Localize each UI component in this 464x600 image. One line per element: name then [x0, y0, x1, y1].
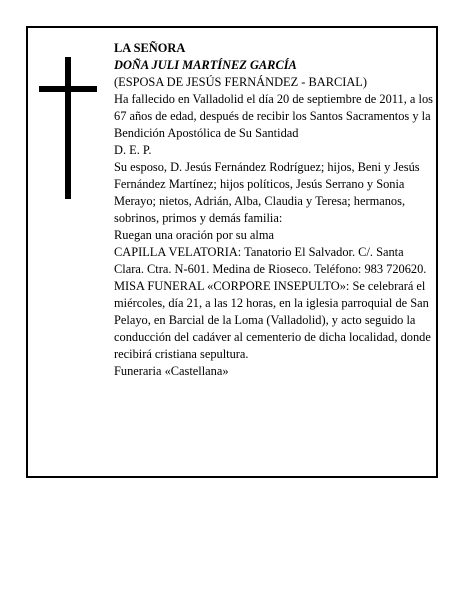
funeral-home: Funeraria «Castellana»	[114, 364, 229, 378]
spouse-note: (ESPOSA DE JESÚS FERNÁNDEZ - BARCIAL)	[114, 75, 367, 89]
chapel-info: CAPILLA VELATORIA: Tanatorio El Salvador. C/. Santa Clara. Ctra. N-601. Medina de Rioseco. Teléfono: 983 720620.	[114, 245, 427, 276]
notice-title: LA SEÑORA	[114, 41, 186, 55]
family-list: Su esposo, D. Jesús Fernández Rodríguez; hijos, Beni y Jesús Fernández Martínez; hijos políticos, Jesús Serrano y Sonia Merayo; nietos, Adrián, Alba, Claudia y Teresa; hermanos, sobrinos, primos y demás familia:	[114, 160, 420, 225]
death-announcement: Ha fallecido en Valladolid el día 20 de septiembre de 2011, a los 67 años de edad, después de recibir los Santos Sacramentos y la Bendición Apostólica de Su Santidad	[114, 92, 433, 140]
funeral-mass-info: MISA FUNERAL «CORPORE INSEPULTO»: Se celebrará el miércoles, día 21, a las 12 horas, en la iglesia parroquial de San Pelayo, en Barcial de la Loma (Valladolid), y acto seguido la conducción del cadáver al cementerio de dicha localidad, donde recibirá cristiana sepultura.	[114, 279, 431, 361]
deceased-name: DOÑA JULI MARTÍNEZ GARCÍA	[114, 58, 297, 72]
cross-vertical-bar	[65, 57, 71, 199]
obituary-text	[114, 40, 434, 380]
prayer-request: Ruegan una oración por su alma	[114, 228, 274, 242]
rest-in-peace: D. E. P.	[114, 143, 152, 157]
cross-horizontal-bar	[39, 86, 97, 92]
obituary-notice	[26, 26, 438, 478]
